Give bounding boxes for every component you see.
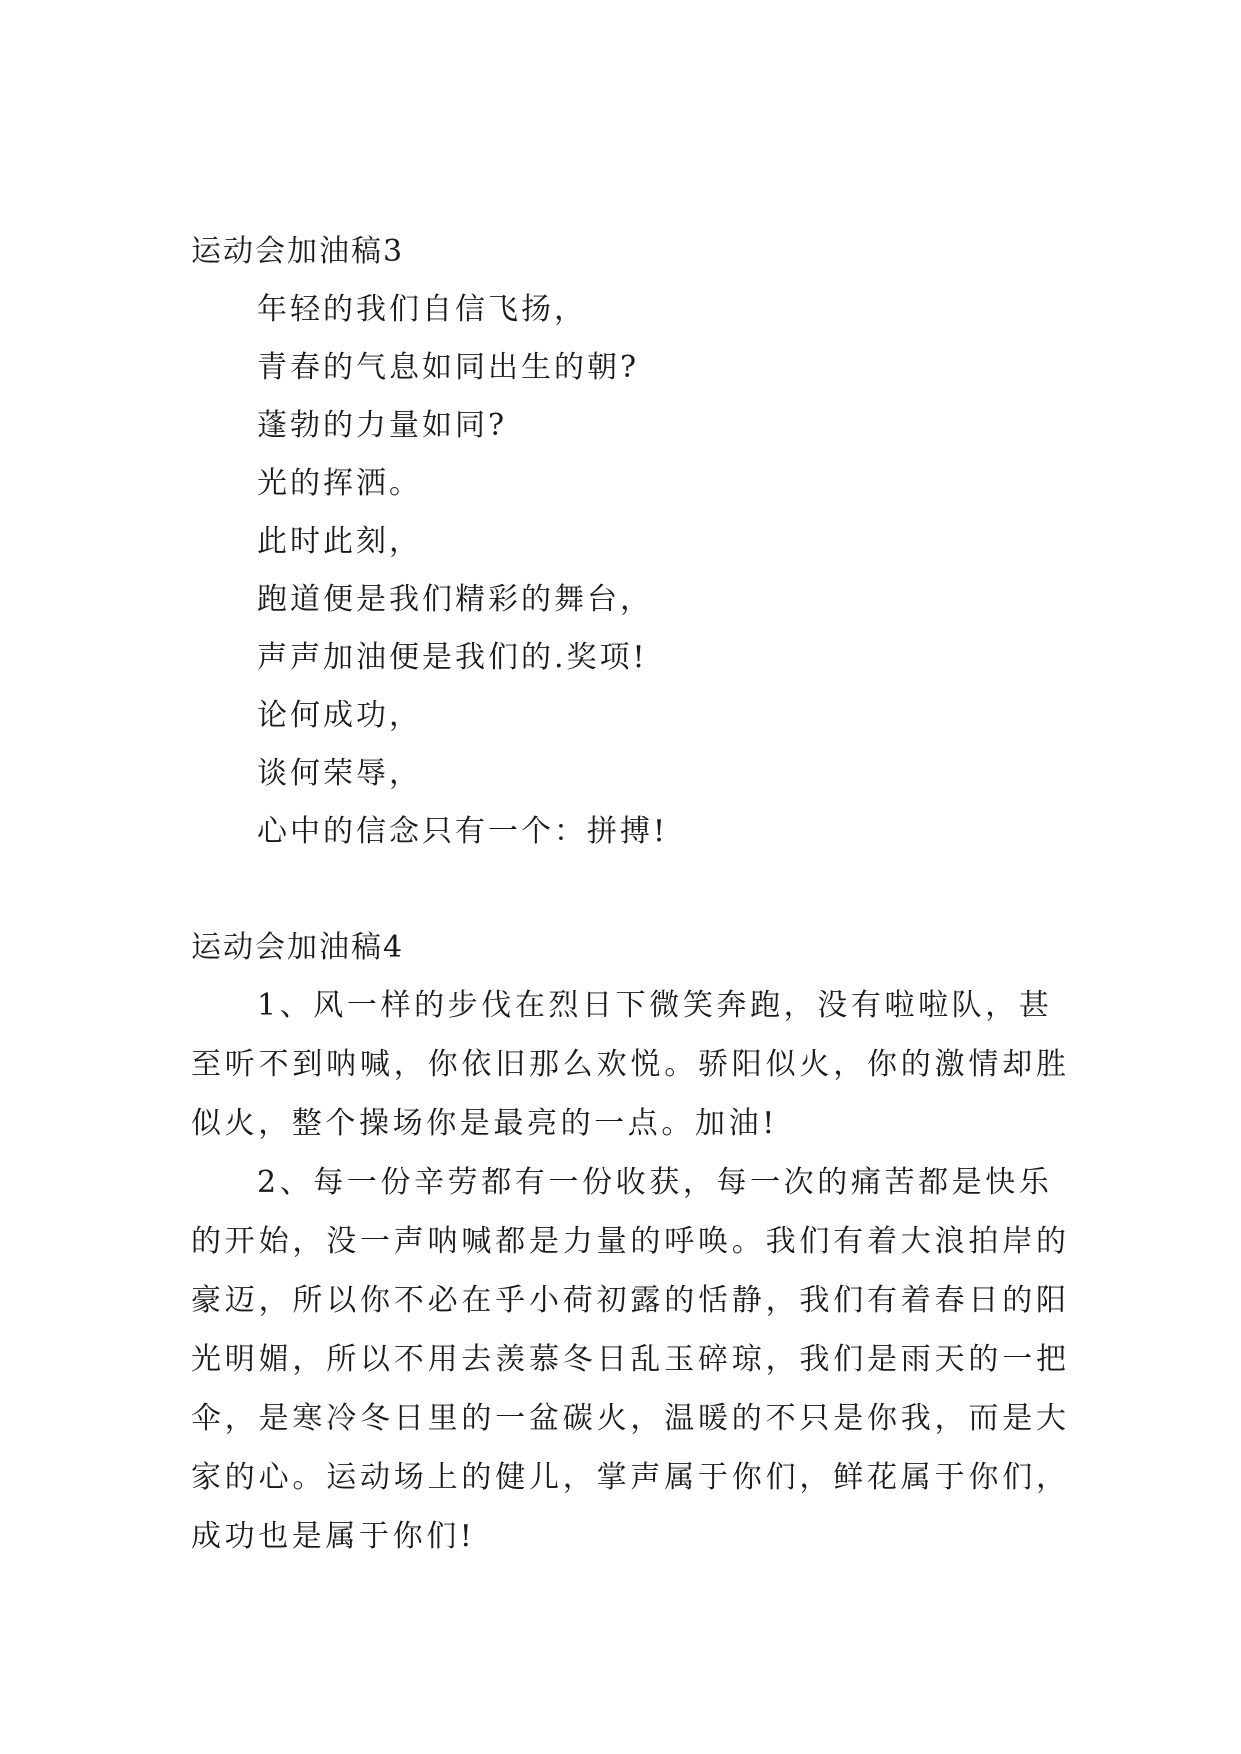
poem-line: 跑道便是我们精彩的舞台， [257,582,653,617]
paragraph-line: 豪迈，所以你不必在乎小荷初露的恬静，我们有着春日的阳 [191,1283,1070,1318]
paragraph-line: 伞，是寒冷冬日里的一盆碳火，温暖的不只是你我，而是大 [191,1401,1070,1436]
paragraph-line: 光明媚，所以不用去羡慕冬日乱玉碎琼，我们是雨天的一把 [191,1342,1070,1377]
paragraph-line: 1、风一样的步伐在烈日下微笑奔跑，没有啦啦队，甚 [257,988,1053,1023]
section-title: 运动会加油稿3 [191,234,405,269]
poem-line: 光的挥洒。 [257,466,422,501]
poem-line: 蓬勃的力量如同? [257,408,508,443]
paragraph-line: 家的心。运动场上的健儿，掌声属于你们，鲜花属于你们， [191,1460,1070,1495]
poem-line: 谈何荣辱， [257,756,422,791]
poem-line: 年轻的我们自信飞扬， [257,292,587,327]
paragraph-line: 成功也是属于你们! [191,1519,476,1554]
poem-line: 声声加油便是我们的.奖项! [257,640,648,675]
section-title: 运动会加油稿4 [191,930,405,965]
poem-line: 论何成功， [257,698,422,733]
poem-line: 此时此刻， [257,524,422,559]
paragraph-line: 2、每一份辛劳都有一份收获，每一次的痛苦都是快乐 [257,1165,1053,1200]
poem-line: 青春的气息如同出生的朝? [257,350,640,385]
poem-line: 心中的信念只有一个：拼搏! [257,814,669,849]
paragraph-line: 似火，整个操场你是最亮的一点。加油! [191,1106,778,1141]
paragraph-line: 的开始，没一声呐喊都是力量的呼唤。我们有着大浪拍岸的 [191,1224,1070,1259]
paragraph-line: 至听不到呐喊，你依旧那么欢悦。骄阳似火，你的激情却胜 [191,1047,1070,1082]
